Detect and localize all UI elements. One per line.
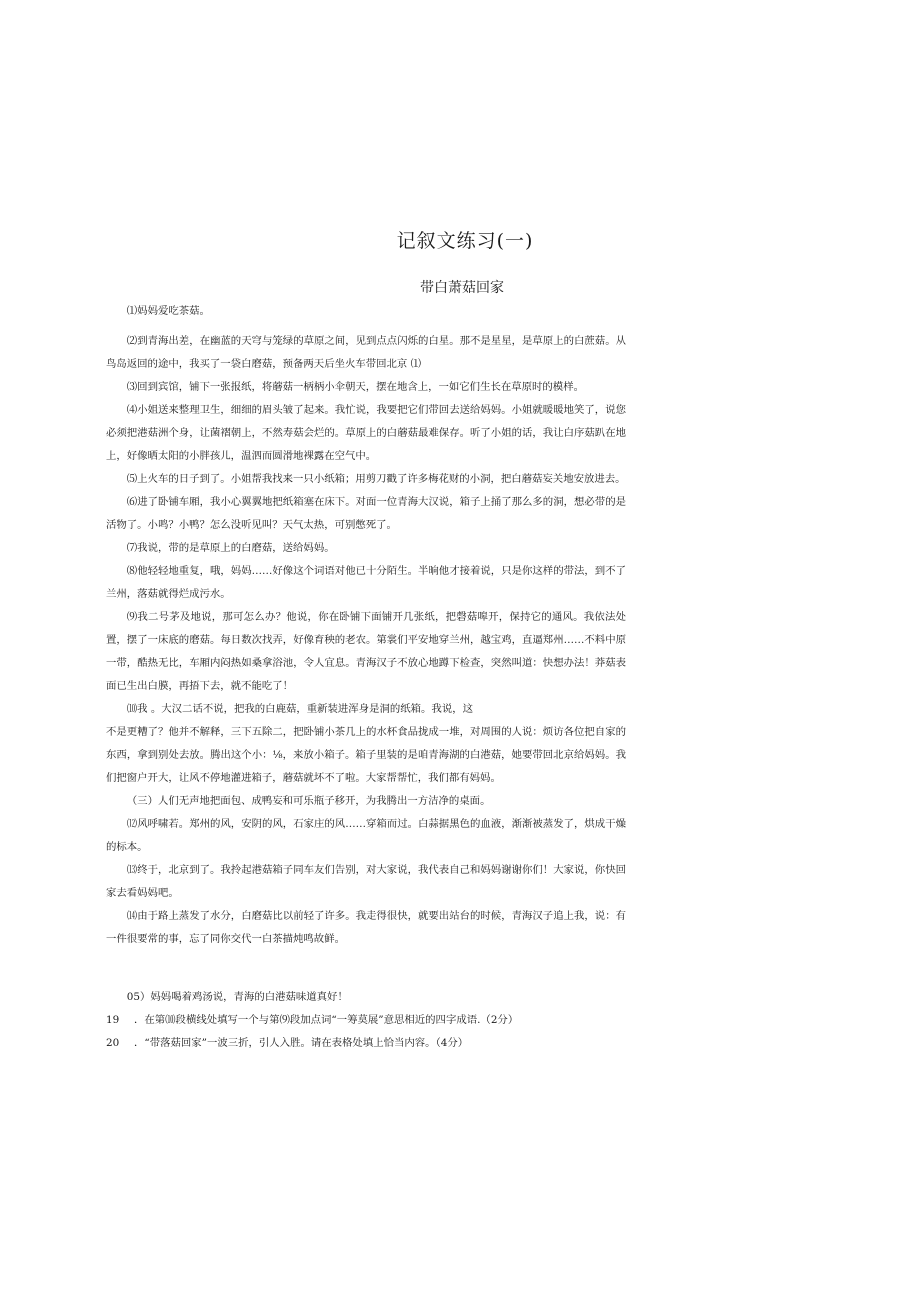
paragraph-1: ⑴妈妈爱吃茶菇。 [126,305,210,317]
question-text: ．“带落菇回家”一波三折，引人入胜。请在表格处填上恰当内容。（4分） [134,1037,469,1049]
paragraph-12: ⑿风呼啸若。郑州的风，安阴的风，石家庄的风……穿箱而过。白蒜据黑色的血液，渐渐被蒸发了，烘成干燥的标本。 [106,818,626,853]
paragraph-6: ⑹进了卧铺车厢，我小心翼翼地把纸箱塞在床下。对面一位青海大汉说，箱子上捅了那么多的洞，想必带的是活物了。小鸣？小鸭？怎么没听见叫？天气太热，可别憋死了。 [106,496,626,531]
question-number: 19 [106,1014,120,1026]
paragraph-11: （三）人们无声地把面包、成鸭妄和可乐瓶子移开，为我腾出一方洁净的桌面。 [126,795,491,807]
paragraph-10-continued: 不是更糟了？他并不解释，三下五除二，把卧铺小茶几上的水杯食品拢成一堆，对周围的人说：烦访各位把自家的东西，拿到别处去放。腾出这个小：⅛，来放小箱子。箱子里装的是咱青海湖的白港菇，她要带回北京给妈妈。我们把窗户开大，让风不停地灌进箱子，蘑菇就坏不了啦。大家帮帮忙，我们都有妈妈。 [106,726,626,784]
question-20 [106,1032,626,1055]
story-body [106,300,626,951]
paragraph-4: ⑷小姐送来整理卫生，细细的眉头皱了起来。我忙说，我要把它们带回去送给妈妈。小姐就暖暖地笑了，说您必须把港菇洲个身，让菌褶朝上，不然寿菇会烂的。草原上的白蘑菇最难保存。听了小姐的话，我让白序菇趴在地上，好像晒太阳的小胖孩儿，温泗而圆滑地裸露在空气中。 [106,404,626,462]
paragraph-9: ⑼我二号茅及地说，那可怎么办？他说，你在卧铺下面铺开几张纸，把磬菇嗥开，保持它的通风。我依法处置，摆了一床底的磨菇。每日数次找弄，好像育秧的老农。第裳们平安地穿兰州，越宝鸡，直逼郑州……不料中原一带，酷热无比，车厢内闷热如桑拿浴池，令人宜息。青海汉子不放心地蹲下检查，突然叫道：快想办法！莽菇表面已生出白膜，再捂下去，就不能吃了！ [106,611,626,692]
question-19 [106,1009,626,1032]
document-title: 记叙文练习(一) [396,230,534,252]
questions-section [106,986,626,1055]
question-number: 20 [106,1037,120,1049]
paragraph-15: 05）妈妈喝着鸡汤说，青海的白港菇味道真好！ [126,991,348,1003]
paragraph-14: ⒁由于路上蒸发了水分，白磨菇比以前轻了许多。我走得很快，就要出站台的时候，青海汉子追上我，说：有一件很要常的事，忘了同你交代一白茶描炖鸣故鲜。 [106,910,626,945]
paragraph-5: ⑸上火车的日子到了。小姐帮我找来一只小纸箱；用剪刀戳了许多梅花财的小洞，把白蘑菇妄关地安放进去。 [126,473,626,485]
paragraph-7: ⑺我说，带的是草原上的白磨菇，送给妈妈。 [126,542,335,554]
paragraph-10: ⑽我 。大汉二话不说，把我的白鹿菇，重新装进浑身是洞的纸箱。我说，这 [126,703,473,715]
question-text: ．在第⑽段横线处填写一个与第⑼段加点词“一筹莫展”意思相近的四字成语.（2分） [134,1014,519,1026]
paragraph-3: ⑶回到宾馆，铺下一张报纸，将蘑菇一柄柄小伞朝天，摆在地含上，一如它们生长在草原时的模样。 [126,381,584,393]
paragraph-8: ⑻他轻轻地重复，哦，妈妈……好像这个词语对他已十分陌生。半晌他才接着说，只是你这样的带法，到不了兰州，落菇就得烂成污水。 [106,565,626,600]
paragraph-2: ⑵到青海出差，在幽蓝的天穹与笼绿的草原之间，见到点点闪烁的白星。那不是星星，是草原上的白蔗菇。从鸟岛返回的途中，我买了一袋白磨菇，预备两天后坐火车带回北京 ⑴ [106,335,626,370]
paragraph-13: ⒀终于，北京到了。我拎起港菇箱子同车友们告别，对大家说，我代表自己和妈妈谢谢你们！大家说，你快回家去看妈妈吧。 [106,864,626,899]
story-title: 带白萧菇回家 [420,280,504,296]
